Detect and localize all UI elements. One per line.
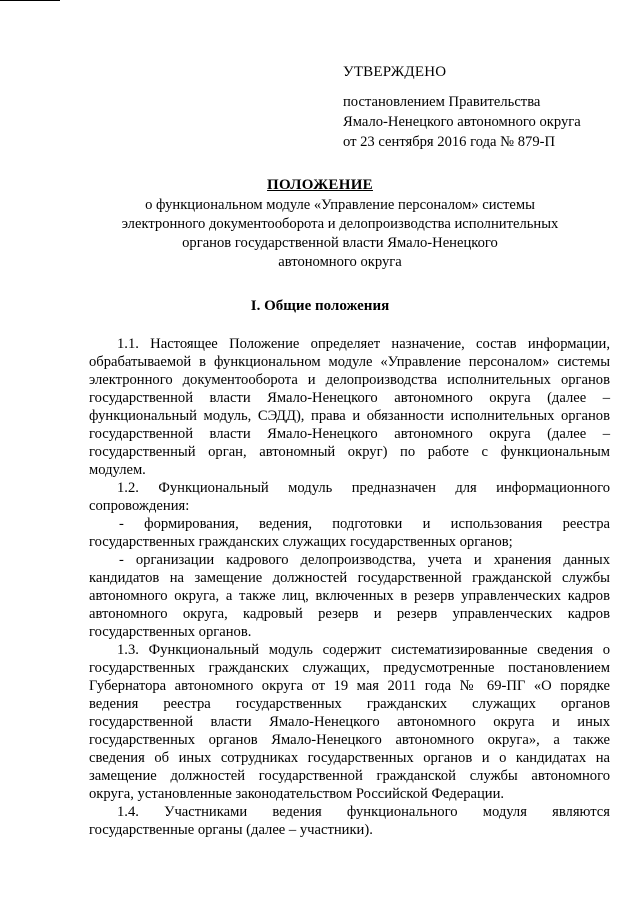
- section-heading: I. Общие положения: [250, 298, 390, 314]
- paragraph-1-1-line: обрабатываемой в функциональном модуле «Управление персоналом» системы: [89, 354, 610, 370]
- list-item-line: автономного округа, кадровый резерв и резерв управленческих кадров: [89, 606, 610, 622]
- list-item-line: - формирования, ведения, подготовки и использования реестра: [119, 516, 610, 532]
- paragraph-1-4-line: 1.4. Участниками ведения функционального модуля являются: [117, 804, 610, 820]
- paragraph-1-3-line: 1.3. Функциональный модуль содержит систематизированные сведения о: [117, 642, 610, 658]
- subtitle-line: автономного округа: [278, 254, 402, 270]
- approval-line: от 23 сентября 2016 года № 879-П: [343, 134, 556, 150]
- paragraph-1-1-line: электронного документооборота и делопроизводства исполнительных органов: [89, 372, 610, 388]
- approval-stamp: УТВЕРЖДЕНО: [343, 64, 447, 80]
- paragraph-1-3-line: ведения реестра государственных гражданских служащих органов: [89, 696, 610, 712]
- approval-line: постановлением Правительства: [343, 94, 541, 110]
- approval-reference: [343, 92, 581, 152]
- paragraph-1-1-line: 1.1. Настоящее Положение определяет назначение, состав информации,: [117, 336, 610, 352]
- paragraph-1-3-line: Губернатора автономного округа от 19 мая 2011 года № 69-ПГ «О порядке: [89, 678, 610, 694]
- approval-line: Ямало-Ненецкого автономного округа: [343, 114, 581, 130]
- paragraph-1-2-line: сопровождения:: [89, 498, 190, 514]
- document-body: [89, 335, 610, 839]
- paragraph-1-3-line: государственной власти Ямало-Ненецкого автономного округа и иных: [89, 714, 610, 730]
- paragraph-1-4-line: государственные органы (далее – участники).: [89, 822, 373, 838]
- subtitle-line: электронного документооборота и делопроизводства исполнительных: [121, 216, 559, 232]
- paragraph-1-2-line: 1.2. Функциональный модуль предназначен для информационного: [117, 480, 610, 496]
- paragraph-1-3-line: замещение должностей государственной гражданской службы автономного: [89, 768, 610, 784]
- paragraph-1-3-line: государственных органов Ямало-Ненецкого автономного округа», а также: [89, 732, 610, 748]
- subtitle-line: о функциональном модуле «Управление персоналом» системы: [145, 197, 535, 213]
- list-item-line: - организации кадрового делопроизводства, учета и хранения данных: [119, 552, 610, 568]
- paragraph-1-1-line: государственной власти Ямало-Ненецкого автономного округа (далее –: [89, 390, 610, 406]
- list-item-line: государственных органов.: [89, 624, 252, 640]
- list-item-line: автономного округа, а также лиц, включенных в резерв управленческих кадров: [89, 588, 610, 604]
- list-item-line: кандидатов на замещение должностей государственной гражданской службы: [89, 570, 610, 586]
- list-item-line: государственных гражданских служащих государственных органов;: [89, 534, 513, 550]
- document-title: ПОЛОЖЕНИЕ: [267, 177, 373, 193]
- paragraph-1-1-line: модулем.: [89, 462, 146, 478]
- paragraph-1-1-line: государственной власти Ямало-Ненецкого автономного округа (далее –: [89, 426, 610, 442]
- subtitle-line: органов государственной власти Ямало-Ненецкого: [182, 235, 498, 251]
- paragraph-1-1-line: функциональный модуль, СЭДД), права и обязанности исполнительных органов: [89, 408, 610, 424]
- paragraph-1-3-line: округа, установленные законодательством Российской Федерации.: [89, 786, 505, 802]
- top-rule: [0, 0, 60, 1]
- document-subtitle: [100, 196, 580, 272]
- paragraph-1-3-line: государственных гражданских служащих, предусмотренные постановлением: [89, 660, 610, 676]
- paragraph-1-1-line: государственный орган, автономный округ) по работе с функциональным: [89, 444, 610, 460]
- paragraph-1-3-line: сведения об иных сотрудниках государственных органов и о кандидатах на: [89, 750, 610, 766]
